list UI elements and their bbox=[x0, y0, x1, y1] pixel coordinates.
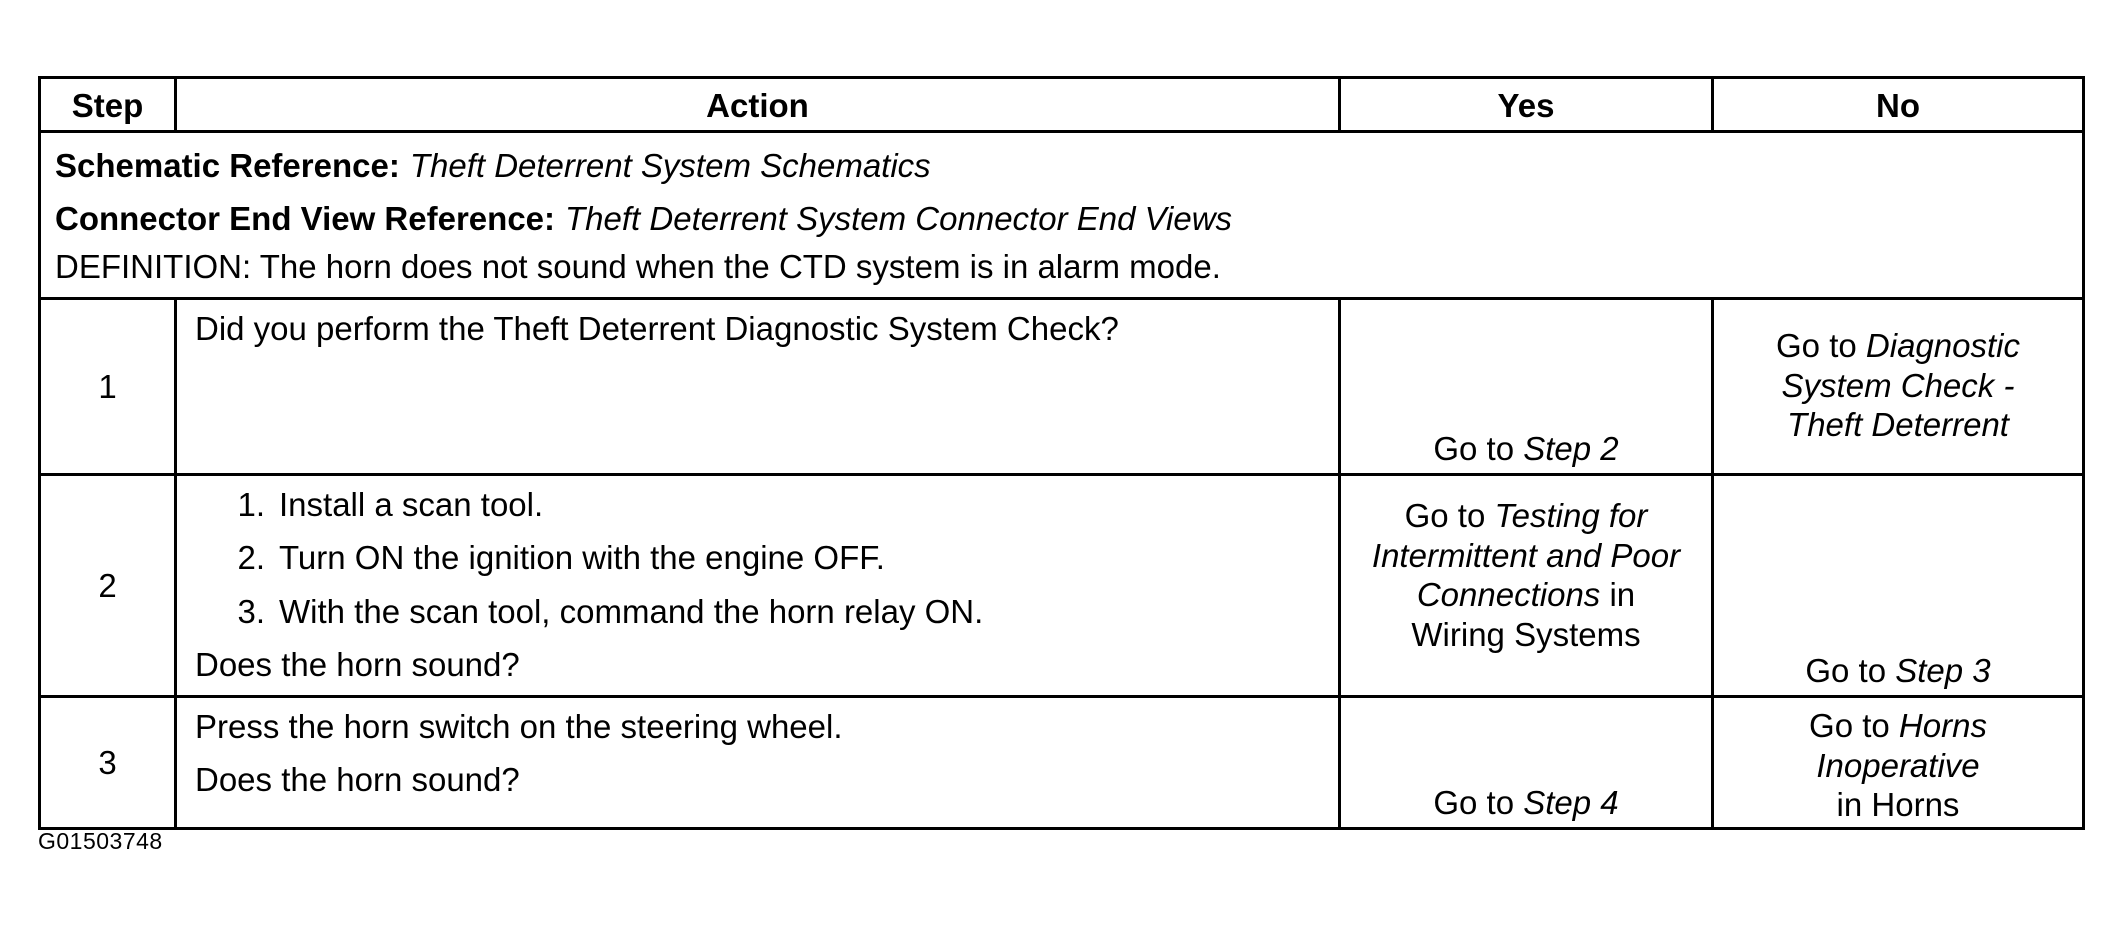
header-step: Step bbox=[40, 78, 176, 132]
definition: DEFINITION: The horn does not sound when the CTD system is in alarm mode. bbox=[55, 248, 1221, 286]
no-link-line2: Inoperative bbox=[1816, 746, 1980, 784]
header-row bbox=[40, 78, 2084, 132]
action-cell bbox=[176, 475, 1340, 697]
no-prefix: Go to bbox=[1776, 327, 1857, 364]
yes-link: Step 4 bbox=[1523, 784, 1619, 822]
yes-prefix: Go to bbox=[1404, 497, 1486, 534]
connector-reference bbox=[55, 192, 2068, 245]
yes-prefix: Go to bbox=[1433, 784, 1515, 822]
no-link-line1: Horns bbox=[1898, 707, 1987, 744]
yes-cell bbox=[1340, 475, 1713, 697]
list-item bbox=[195, 537, 1320, 578]
list-text: Turn ON the ignition with the engine OFF. bbox=[279, 539, 885, 577]
list-number: 1. bbox=[237, 486, 265, 523]
yes-result bbox=[1341, 496, 1711, 654]
step-number: 2 bbox=[40, 475, 176, 697]
yes-link: Step 2 bbox=[1523, 430, 1619, 468]
yes-line4: Wiring Systems bbox=[1411, 615, 1641, 653]
step-number: 3 bbox=[40, 697, 176, 829]
list-item bbox=[195, 591, 1320, 632]
no-link-line3: Theft Deterrent bbox=[1787, 406, 2009, 444]
yes-cell bbox=[1340, 697, 1713, 829]
no-cell bbox=[1713, 697, 2084, 829]
no-link-line1: Diagnostic bbox=[1865, 327, 2020, 364]
header-yes: Yes bbox=[1340, 78, 1713, 132]
yes-link-line1: Testing for bbox=[1494, 497, 1648, 534]
action-text: Press the horn switch on the steering wheel. bbox=[195, 708, 843, 745]
list-number: 2. bbox=[237, 539, 265, 577]
info-row bbox=[40, 132, 2084, 299]
schematic-reference-label: Schematic Reference: bbox=[55, 146, 400, 184]
no-result bbox=[1714, 326, 2082, 445]
yes-result bbox=[1341, 783, 1711, 823]
action-question: Does the horn sound? bbox=[195, 761, 520, 799]
no-link-line2: System Check - bbox=[1781, 366, 2015, 404]
no-prefix: Go to bbox=[1805, 652, 1887, 690]
header-no: No bbox=[1713, 78, 2084, 132]
no-cell bbox=[1713, 475, 2084, 697]
list-number: 3. bbox=[237, 592, 265, 630]
no-link: Step 3 bbox=[1895, 652, 1991, 690]
connector-reference-label: Connector End View Reference: bbox=[55, 199, 556, 237]
table-row bbox=[40, 697, 2084, 829]
no-cell bbox=[1713, 299, 2084, 475]
yes-cell bbox=[1340, 299, 1713, 475]
schematic-reference bbox=[55, 139, 2068, 192]
yes-link-line2: Intermittent and Poor bbox=[1371, 536, 1681, 574]
yes-suffix: in bbox=[1609, 576, 1636, 614]
yes-prefix: Go to bbox=[1433, 430, 1515, 468]
action-cell bbox=[176, 299, 1340, 475]
table-row bbox=[40, 475, 2084, 697]
action-text: Did you perform the Theft Deterrent Diagnostic System Check? bbox=[195, 310, 1119, 347]
list-item bbox=[195, 484, 1320, 525]
yes-link-line3: Connections bbox=[1416, 576, 1601, 614]
no-line3: in Horns bbox=[1836, 786, 1960, 824]
info-cell bbox=[40, 132, 2084, 299]
header-action: Action bbox=[176, 78, 1340, 132]
step-number: 1 bbox=[40, 299, 176, 475]
no-result bbox=[1714, 651, 2082, 691]
list-text: With the scan tool, command the horn relay ON. bbox=[279, 592, 984, 630]
no-result bbox=[1714, 706, 2082, 825]
diagnostic-table bbox=[38, 76, 2085, 830]
yes-result bbox=[1341, 429, 1711, 469]
action-cell bbox=[176, 697, 1340, 829]
no-prefix: Go to bbox=[1809, 707, 1890, 744]
table-row bbox=[40, 299, 2084, 475]
action-question: Does the horn sound? bbox=[195, 645, 520, 683]
connector-reference-value: Theft Deterrent System Connector End Views bbox=[565, 199, 1233, 237]
schematic-reference-value: Theft Deterrent System Schematics bbox=[409, 146, 931, 184]
list-text: Install a scan tool. bbox=[279, 486, 544, 523]
figure-caption: G01503748 bbox=[38, 828, 163, 854]
